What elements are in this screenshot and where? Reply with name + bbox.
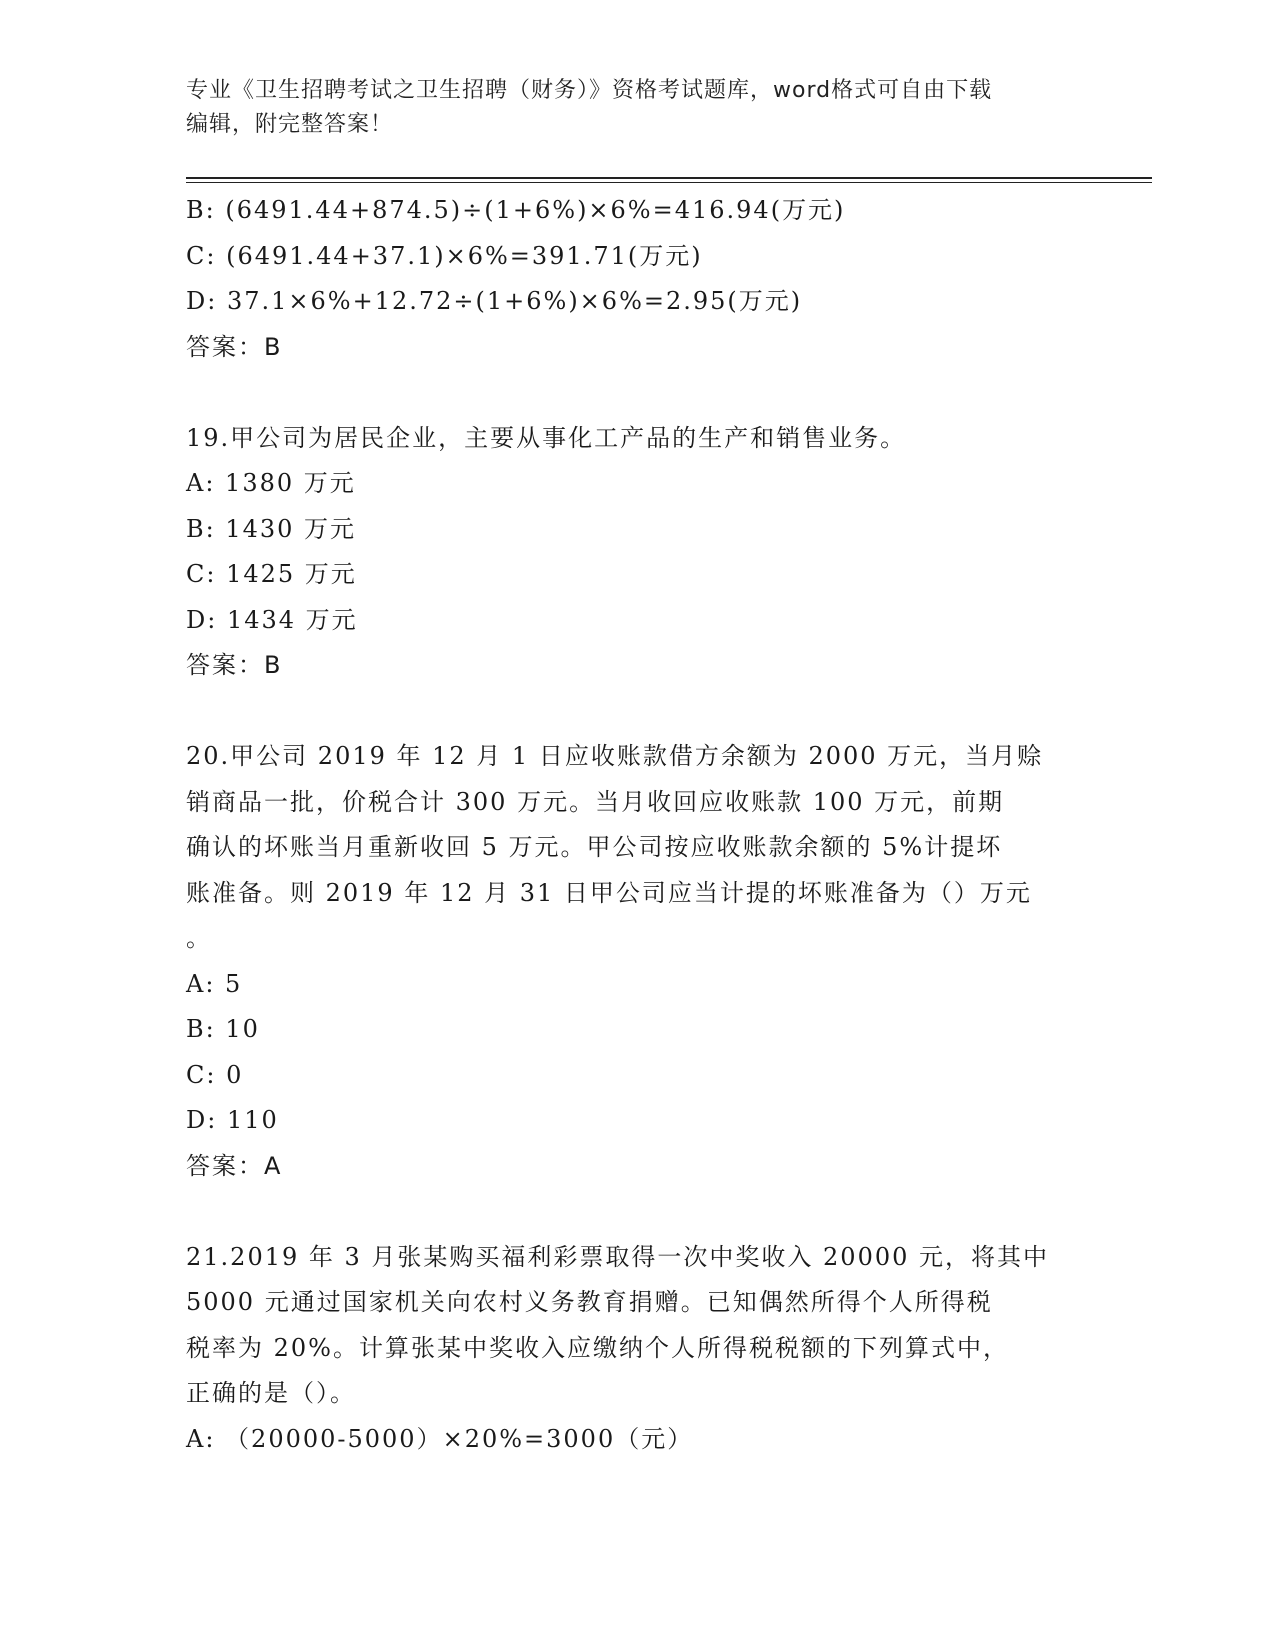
option-c: C: 0 (186, 1060, 244, 1089)
option-b: B: 1430 万元 (186, 514, 357, 543)
answer-line: 答案：B (186, 332, 283, 361)
option-c: C: (6491.44+37.1)×6%=391.71(万元) (186, 241, 703, 270)
header-line-1: 专业《卫生招聘考试之卫生招聘（财务）》资格考试题库，word格式可自由下载 (186, 78, 993, 103)
answer-line: 答案：B (186, 651, 283, 679)
option-a: A: （20000-5000）×20%=3000（元） (186, 1424, 694, 1453)
option-d: D: 37.1×6%+12.72÷(1+6%)×6%=2.95(万元) (186, 287, 803, 315)
page-header (186, 74, 1066, 142)
stem-line: 税率为 20%。计算张某中奖收入应缴纳个人所得税税额的下列算式中， (186, 1333, 1009, 1362)
option-d: D: 1434 万元 (186, 605, 358, 634)
question-19 (186, 416, 1086, 689)
header-rule-thick (186, 177, 1152, 179)
question-20 (186, 734, 1086, 1189)
option-d: D: 110 (186, 1106, 279, 1134)
answer-line: 答案：A (186, 1151, 283, 1180)
option-a: A: 1380 万元 (186, 469, 356, 497)
option-a: A: 5 (186, 969, 243, 998)
question-content (186, 188, 1086, 1462)
header-rule-thin (186, 182, 1152, 183)
header-line-2: 编辑，附完整答案！ (186, 112, 394, 137)
option-c: C: 1425 万元 (186, 560, 357, 588)
question-stem (186, 734, 1086, 962)
option-b: B: 10 (186, 1015, 260, 1043)
stem-line: 20.甲公司 2019 年 12 月 1 日应收账款借方余额为 2000 万元，当月赊 (186, 742, 1044, 770)
spacer (186, 1189, 1086, 1235)
question-stem: 19.甲公司为居民企业，主要从事化工产品的生产和销售业务。 (186, 423, 907, 452)
stem-line: 销商品一批，价税合计 300 万元。当月收回应收账款 100 万元，前期 (186, 787, 1005, 816)
spacer (186, 689, 1086, 735)
stem-line: 21.2019 年 3 月张某购买福利彩票取得一次中奖收入 20000 元，将其中 (186, 1242, 1050, 1271)
stem-line: 5000 元通过国家机关向农村义务教育捐赠。已知偶然所得个人所得税 (186, 1288, 993, 1316)
stem-line: 正确的是（）。 (186, 1379, 356, 1407)
question-21 (186, 1235, 1086, 1463)
spacer (186, 370, 1086, 416)
option-b: B: (6491.44+874.5)÷(1+6%)×6%=416.94(万元) (186, 196, 846, 224)
question-stem (186, 1235, 1086, 1417)
stem-line: 确认的坏账当月重新收回 5 万元。甲公司按应收账款余额的 5%计提坏 (186, 833, 1003, 861)
stem-line: 账准备。则 2019 年 12 月 31 日甲公司应当计提的坏账准备为（）万元 (186, 878, 1032, 907)
stem-line: 。 (186, 924, 212, 952)
question-18 (186, 188, 1086, 370)
